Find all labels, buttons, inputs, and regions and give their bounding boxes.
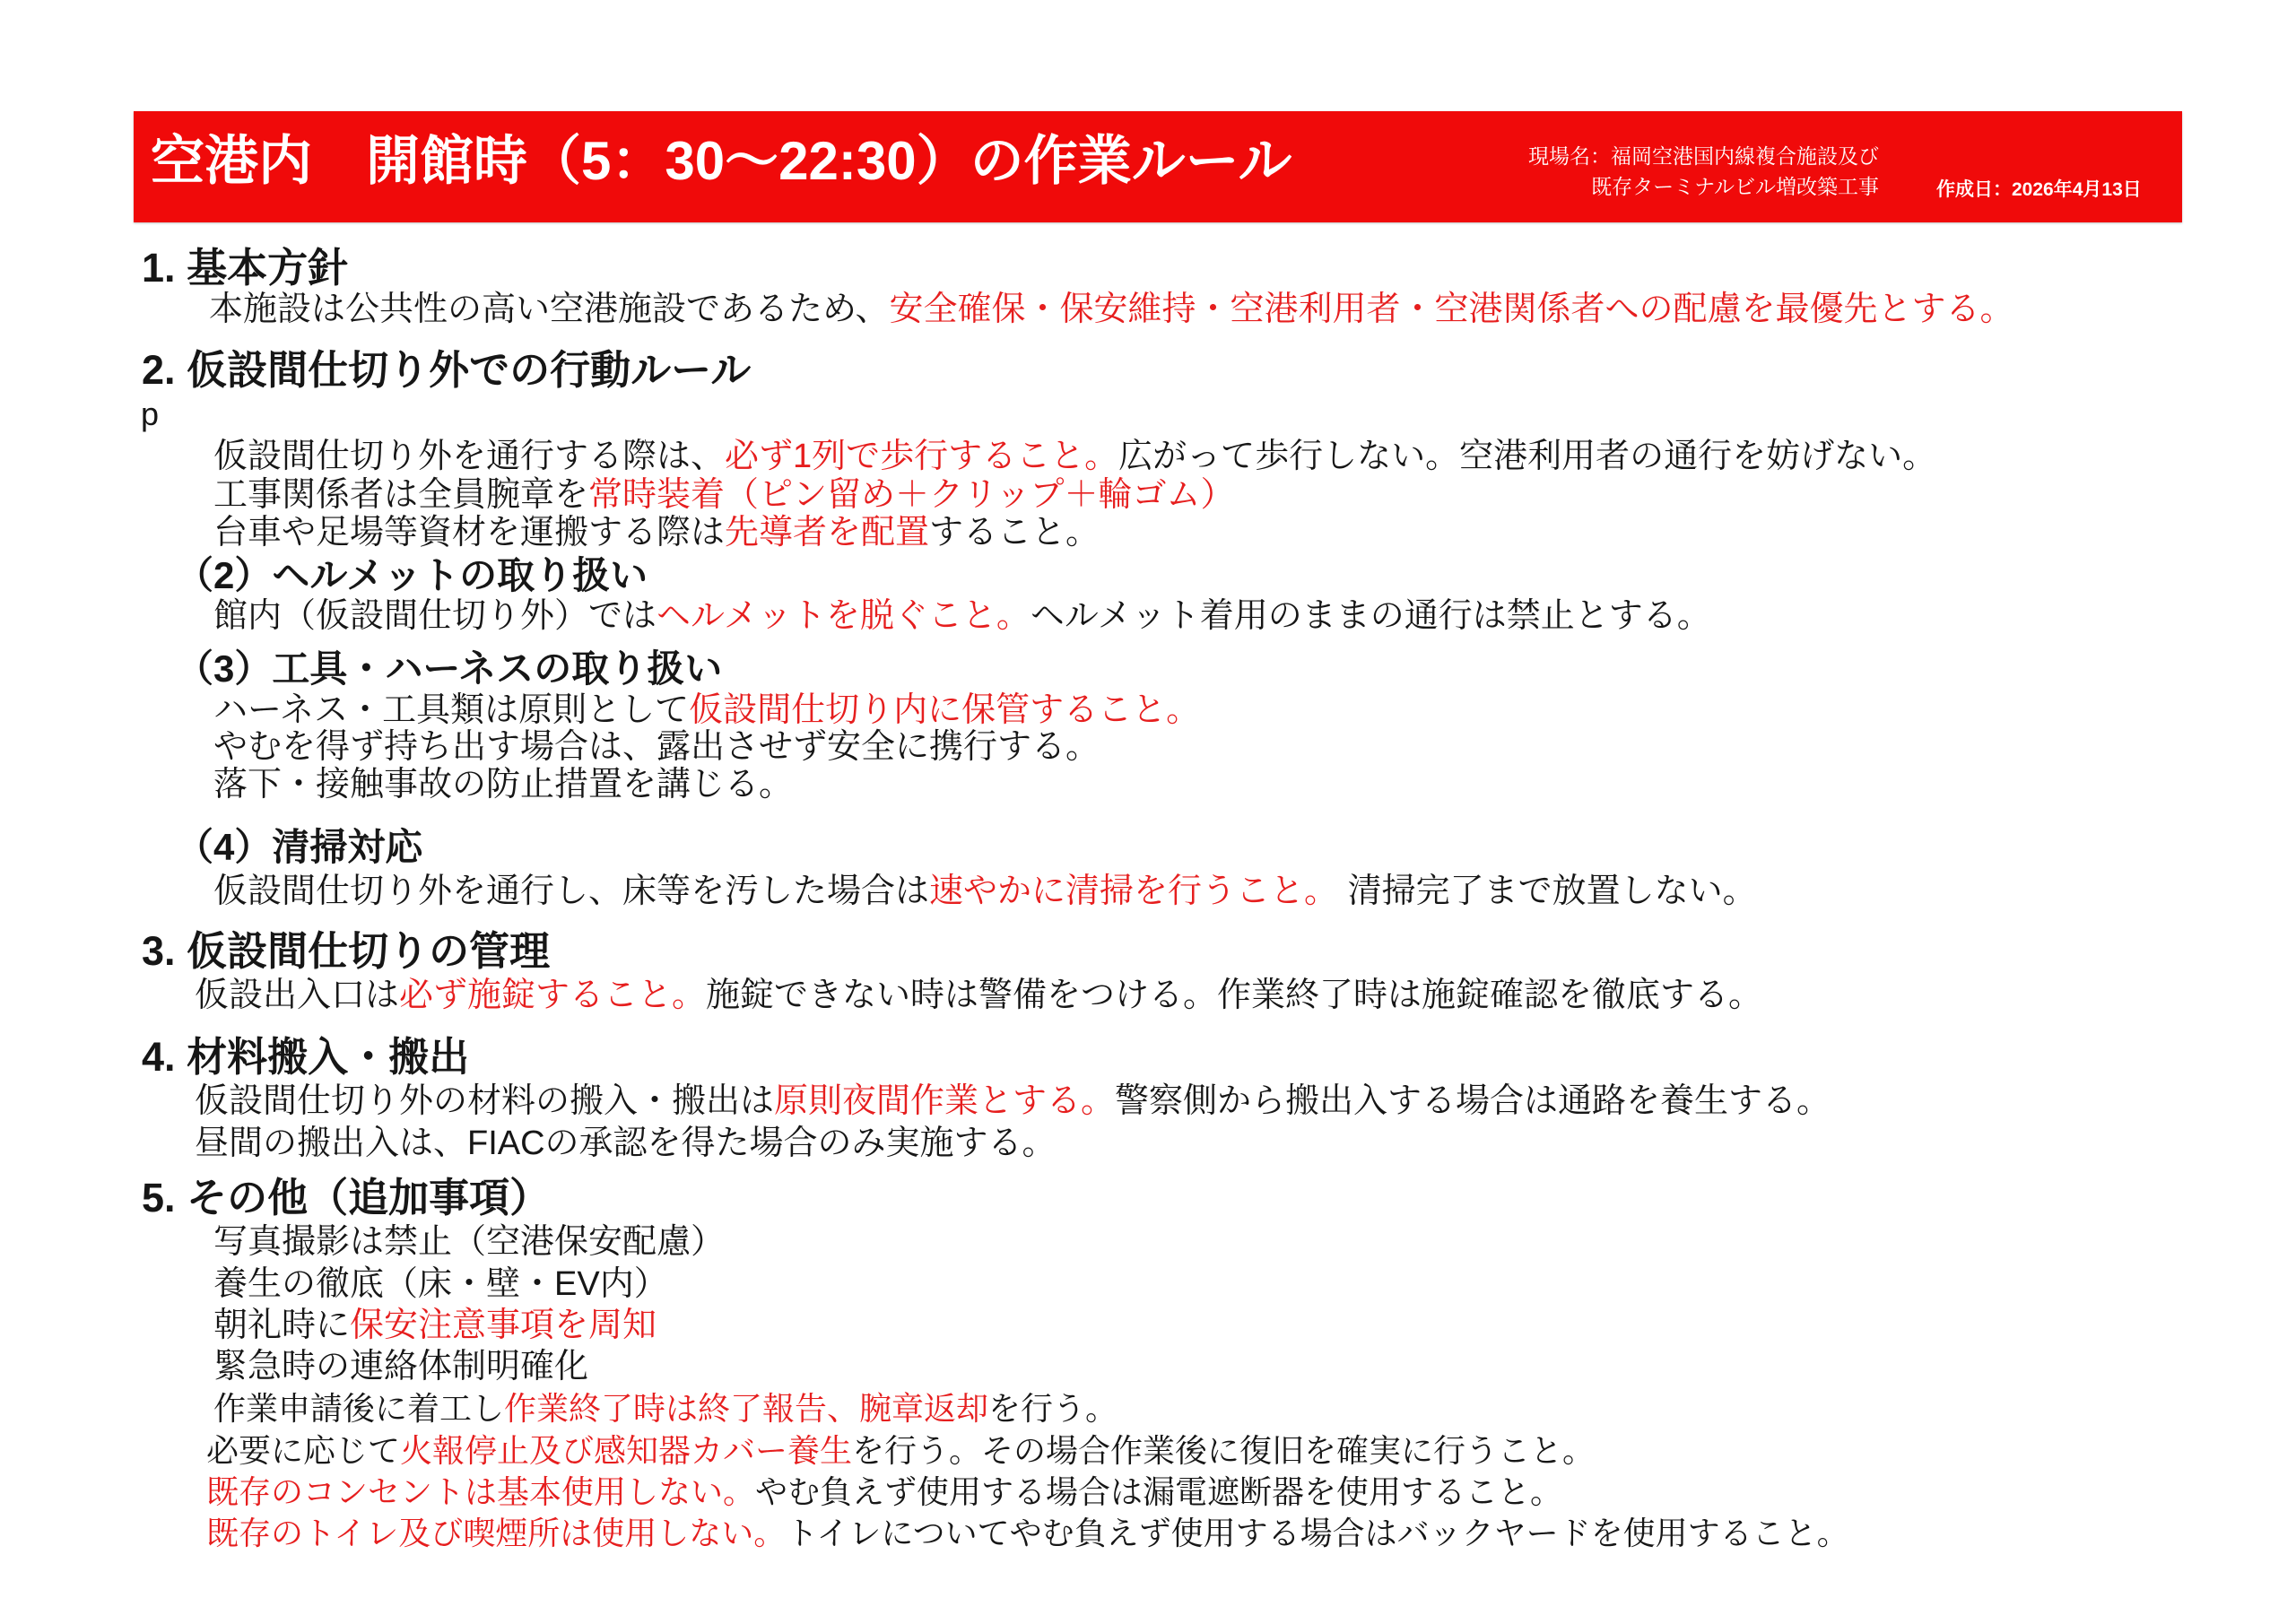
page-title: 空港内 開館時（5：30〜22:30）の作業ルール bbox=[151, 131, 1292, 191]
section-heading bbox=[142, 1177, 550, 1218]
rule-line-segment: 広がって歩行しない。空港利用者の通行を妨げない。 bbox=[1118, 438, 1937, 475]
rule-line bbox=[213, 874, 1757, 908]
rule-line-segment: 火報停止及び感知器カバー養生 bbox=[400, 1432, 853, 1469]
section-number: 5. bbox=[142, 1175, 176, 1220]
rule-line bbox=[213, 1308, 657, 1342]
rule-line-segment: ハーネス・工具類は原則として bbox=[213, 691, 690, 729]
rule-line-segment: 仮設間仕切り外を通行し、床等を汚した場合は bbox=[213, 873, 930, 910]
section-number: 1. bbox=[142, 245, 176, 291]
created-date: 作成日：2026年4月13日 bbox=[1936, 179, 2142, 200]
rule-line-segment: を行う。その場合作業後に復旧を確実に行うこと。 bbox=[852, 1432, 1596, 1469]
rule-line bbox=[213, 1350, 588, 1384]
section-title: 仮設間仕切りの管理 bbox=[187, 928, 551, 974]
rule-line-segment: 仮設間仕切り外を通行する際は、 bbox=[213, 438, 726, 475]
site-name-line-2: 既存ターミナルビル増改築工事 bbox=[1591, 175, 1879, 198]
rule-line-segment: 仮設間仕切り外の材料の搬入・搬出は bbox=[195, 1082, 775, 1120]
rule-line-segment: 作業終了時は終了報告、腕章返却 bbox=[504, 1390, 989, 1427]
rule-line-segment: 昼間の搬出入は、FIACの承認を得た場合のみ実施する。 bbox=[195, 1125, 1057, 1162]
rule-line-segment: 保安注意事項を周知 bbox=[350, 1307, 657, 1344]
rule-line-segment: 先導者を配置 bbox=[725, 514, 930, 551]
rule-line-segment: 安全確保・保安維持・空港利用者・空港関係者への配慮を最優先とする。 bbox=[889, 291, 2014, 328]
rule-line-segment: 本施設は公共性の高い空港施設であるため、 bbox=[209, 291, 890, 328]
rule-line bbox=[209, 292, 2014, 326]
rule-line bbox=[213, 730, 1100, 764]
section-heading bbox=[142, 928, 551, 974]
rule-line bbox=[213, 768, 793, 802]
rule-line bbox=[213, 599, 1711, 633]
rule-line-segment: 仮設出入口は bbox=[195, 977, 400, 1014]
section-title: 材料搬入・搬出 bbox=[187, 1034, 470, 1080]
rule-line-segment: 必ず1列で歩行すること。 bbox=[725, 438, 1119, 475]
site-name-line-1: 現場名：福岡空港国内線複合施設及び bbox=[1528, 144, 1879, 168]
rule-line bbox=[195, 978, 1762, 1012]
rule-line bbox=[213, 478, 1235, 512]
section-heading bbox=[142, 1034, 470, 1080]
rule-line-segment: 警察側から搬出入する場合は通路を養生する。 bbox=[1115, 1082, 1831, 1120]
stray-character: p bbox=[141, 395, 160, 432]
rule-line bbox=[213, 1267, 668, 1301]
rule-line-segment: 既存のトイレ及び喫煙所は使用しない。 bbox=[206, 1515, 787, 1551]
rule-line-segment: 必ず施錠すること。 bbox=[399, 977, 707, 1014]
rule-line-segment: 作業申請後に着工し bbox=[213, 1390, 505, 1427]
rule-line bbox=[213, 516, 1100, 550]
rule-line-segment: 養生の徹底（床・壁・EV内） bbox=[213, 1265, 668, 1303]
rule-line bbox=[213, 1390, 1118, 1427]
subsection-heading-cleaning: （4）清掃対応 bbox=[176, 826, 423, 868]
section-heading bbox=[142, 347, 752, 393]
rule-line bbox=[213, 693, 1200, 727]
section-title: 仮設間仕切り外での行動ルール bbox=[187, 347, 752, 393]
section-number: 2. bbox=[142, 347, 176, 393]
rule-line bbox=[206, 1432, 1596, 1469]
section-heading bbox=[142, 245, 349, 291]
rule-line-segment: 仮設間仕切り内に保管すること。 bbox=[689, 691, 1201, 729]
rule-line-segment: ヘルメットを脱ぐこと。 bbox=[657, 597, 1031, 635]
rule-line-segment: 施錠できない時は警備をつける。作業終了時は施錠確認を徹底する。 bbox=[706, 977, 1763, 1014]
rule-line-segment: 常時装着（ピン留め＋クリップ＋輪ゴム） bbox=[588, 476, 1235, 514]
rule-line bbox=[206, 1473, 1563, 1510]
rule-line bbox=[213, 1225, 725, 1259]
subsection-heading-helmet: （2）ヘルメットの取り扱い bbox=[176, 554, 648, 596]
rule-line-segment: 館内（仮設間仕切り外）では bbox=[213, 597, 657, 635]
rule-line-segment: やむを得ず持ち出す場合は、露出させず安全に携行する。 bbox=[213, 728, 1100, 766]
rule-line-segment: すること。 bbox=[929, 514, 1100, 551]
rule-line-segment: 緊急時の連絡体制明確化 bbox=[213, 1348, 589, 1385]
rule-line-segment: 写真撮影は禁止（空港保安配慮） bbox=[213, 1223, 726, 1261]
section-title: その他（追加事項） bbox=[187, 1175, 551, 1220]
rule-line-segment: 清掃完了まで放置しない。 bbox=[1338, 873, 1757, 910]
section-title: 基本方針 bbox=[187, 245, 349, 291]
subsection-heading-tools-harness: （3）工具・ハーネスの取り扱い bbox=[176, 647, 723, 690]
rule-line-segment: やむ負えず使用する場合は漏電遮断器を使用すること。 bbox=[755, 1473, 1563, 1510]
section-number: 3. bbox=[142, 928, 176, 974]
rule-line-segment: ヘルメット着用のままの通行は禁止とする。 bbox=[1030, 597, 1711, 635]
rule-line-segment: 落下・接触事故の防止措置を講じる。 bbox=[213, 766, 794, 803]
rule-line-segment: 必要に応じて bbox=[206, 1432, 401, 1469]
rule-line-segment: 既存のコンセントは基本使用しない。 bbox=[206, 1473, 756, 1510]
rule-line-segment: 工事関係者は全員腕章を bbox=[213, 476, 589, 514]
rule-line bbox=[206, 1517, 1849, 1550]
rule-line bbox=[213, 439, 1936, 473]
rule-line-segment: 速やかに清掃を行うこと。 bbox=[929, 873, 1339, 910]
rule-line bbox=[195, 1084, 1831, 1118]
section-number: 4. bbox=[142, 1034, 176, 1080]
rule-line bbox=[195, 1126, 1057, 1160]
rule-line-segment: 原則夜間作業とする。 bbox=[774, 1082, 1116, 1120]
rule-line-segment: 朝礼時に bbox=[213, 1307, 351, 1344]
rule-line-segment: トイレについてやむ負えず使用する場合はバックヤードを使用すること。 bbox=[786, 1515, 1849, 1551]
rule-line-segment: を行う。 bbox=[988, 1390, 1118, 1427]
rule-line-segment: 台車や足場等資材を運搬する際は bbox=[213, 514, 726, 551]
